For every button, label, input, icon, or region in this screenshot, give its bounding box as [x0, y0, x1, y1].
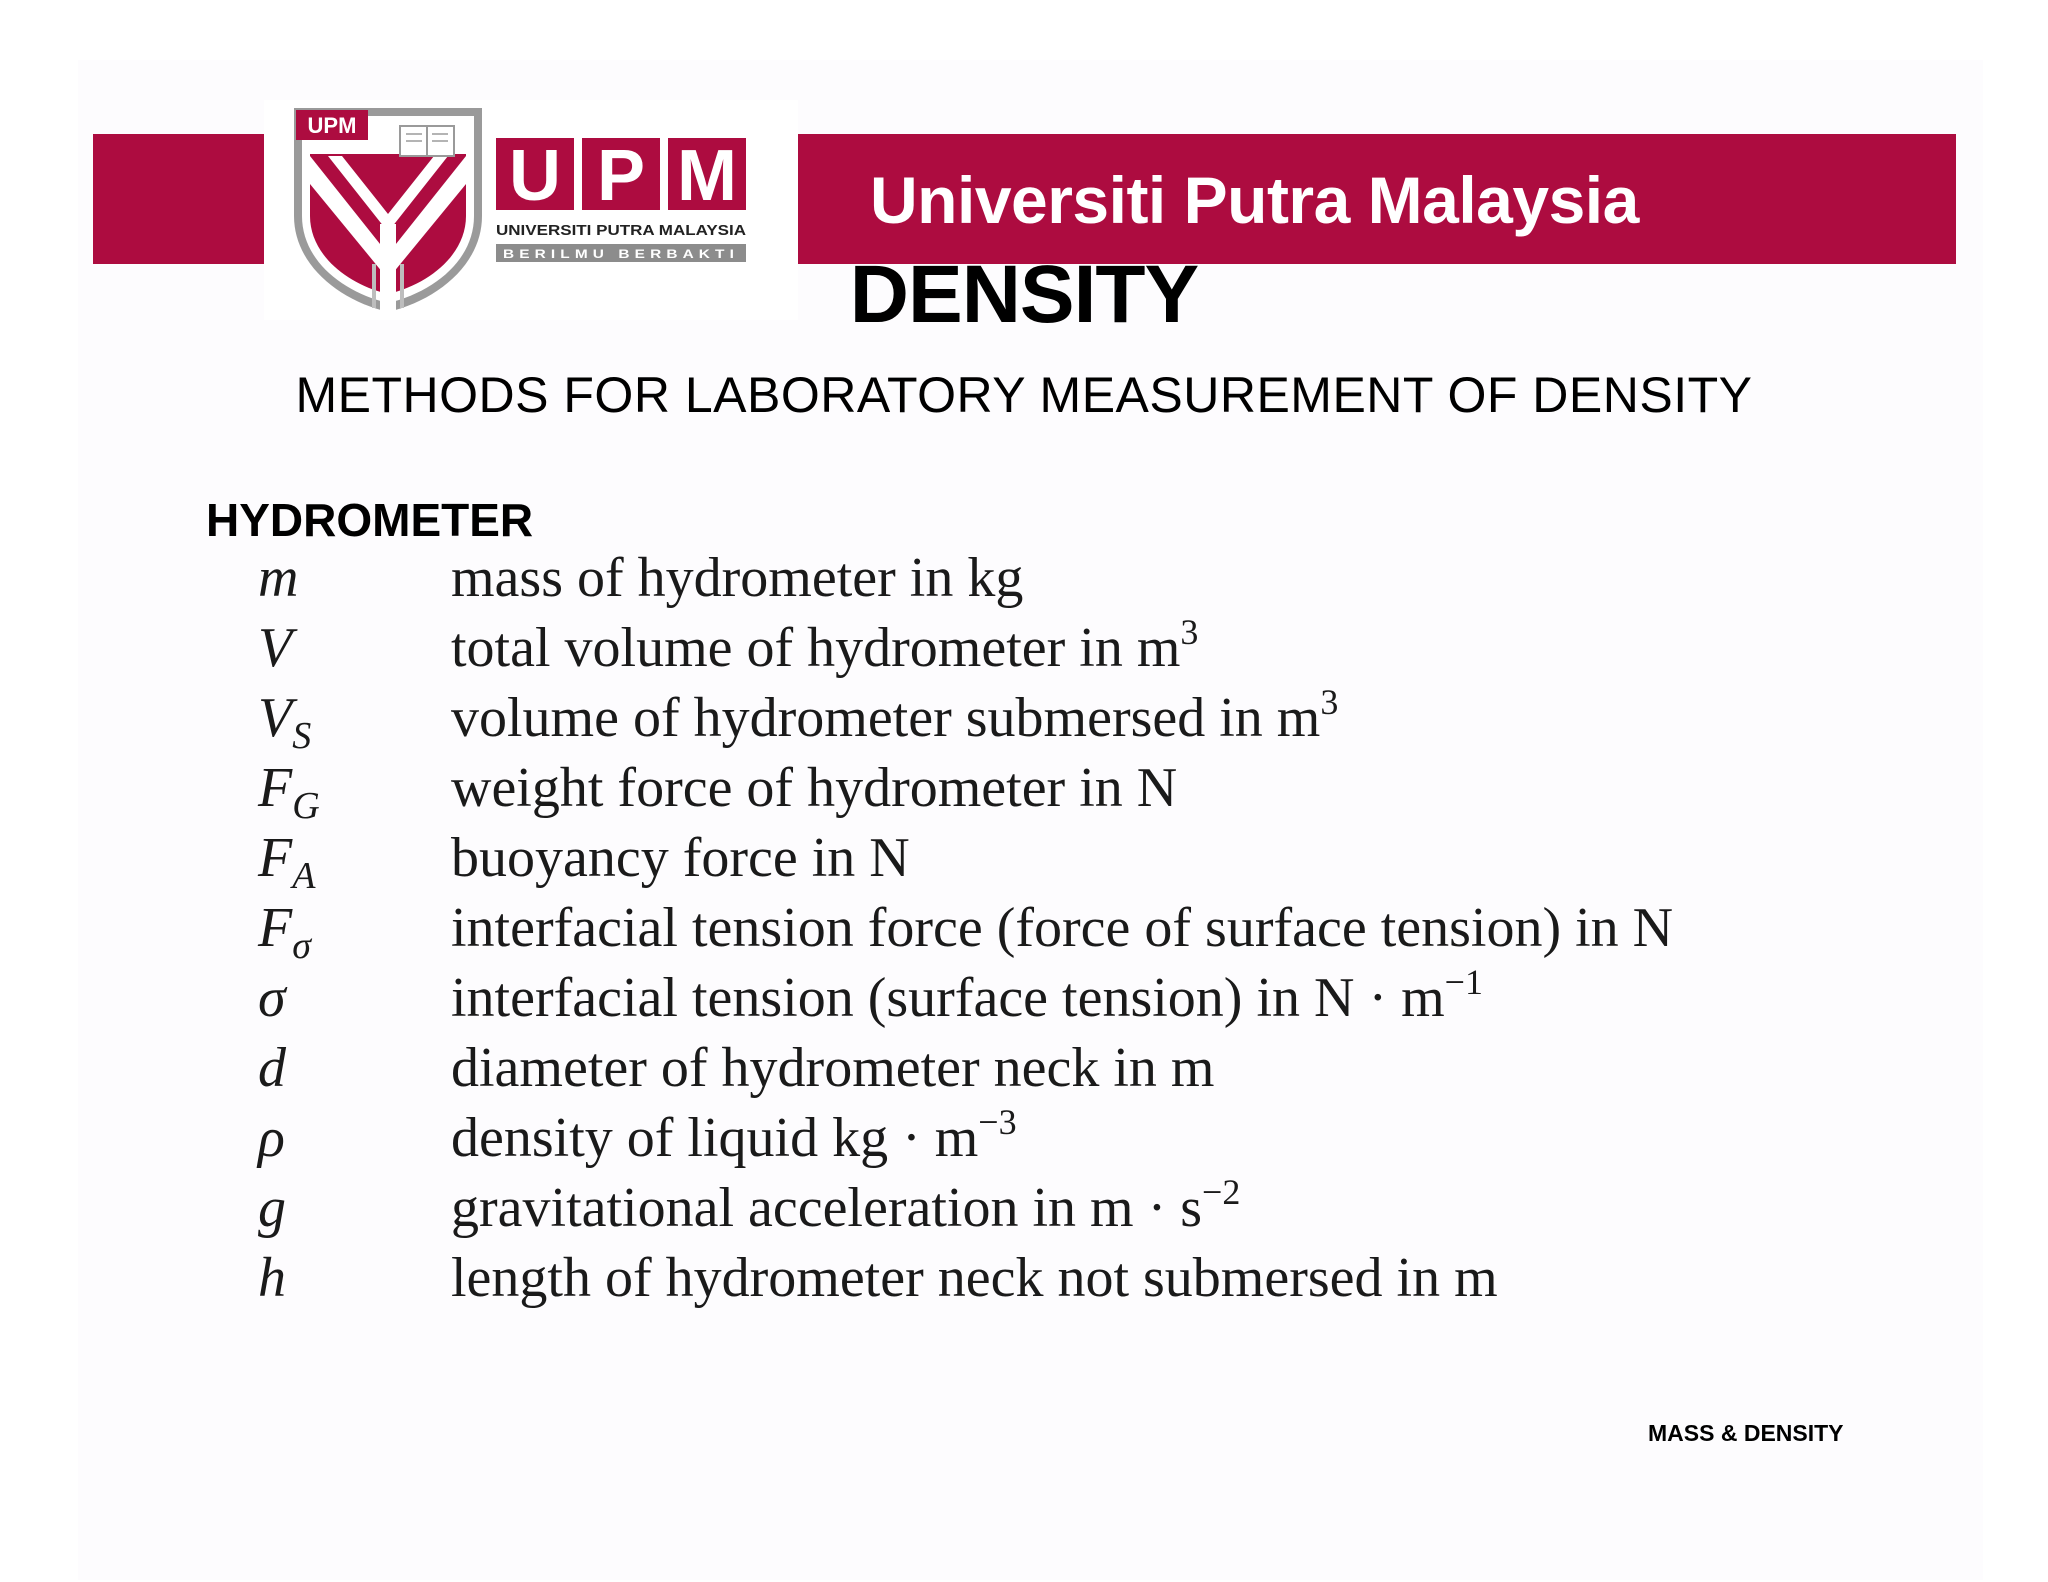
definition-row: [258, 1173, 1898, 1243]
svg-text:UPM: UPM: [307, 113, 357, 138]
definition-description: length of hydrometer neck not submersed in m: [451, 1247, 1498, 1309]
definition-description: density of liquid kg · $m^{-3}$: [451, 1102, 1017, 1169]
definition-symbol: σ: [258, 967, 286, 1029]
definition-description: buoyancy force in N: [451, 827, 910, 889]
definition-description: interfacial tension force (force of surface tension) in N: [451, 897, 1674, 959]
definition-row: [258, 1243, 1898, 1313]
slide-title: DENSITY: [849, 249, 1199, 340]
definition-symbol: g: [258, 1177, 286, 1239]
svg-text:UNIVERSITI PUTRA MALAYSIA: UNIVERSITI PUTRA MALAYSIA: [496, 222, 746, 239]
definition-description: volume of hydrometer submersed in $m^3$: [451, 682, 1339, 749]
definition-row: [258, 753, 1898, 827]
definition-row: [258, 613, 1898, 683]
definition-row: [258, 682, 1898, 757]
definition-symbol: d: [258, 1037, 286, 1099]
definition-row: [258, 1103, 1898, 1173]
svg-text:BERILMU BERBAKTI: BERILMU BERBAKTI: [503, 247, 739, 261]
definition-row: [258, 963, 1898, 1033]
definition-row: [258, 1033, 1898, 1103]
definition-row: [258, 543, 1898, 613]
definition-description: interfacial tension (surface tension) in $N \cdot m^{-1}$: [451, 962, 1483, 1029]
footer-label: MASS & DENSITY: [1648, 1420, 1844, 1446]
definition-symbol: V: [258, 617, 293, 679]
svg-text:U: U: [509, 136, 561, 216]
definition-symbol: ρ: [258, 1107, 285, 1169]
definitions-list: [258, 543, 1898, 1313]
definition-description: mass of hydrometer in kg: [451, 547, 1024, 609]
definition-symbol: m: [258, 547, 299, 609]
definition-symbol: $F_\sigma$: [258, 897, 311, 967]
section-heading: HYDROMETER: [206, 494, 534, 546]
definition-row: [258, 893, 1898, 967]
definition-symbol: h: [258, 1247, 286, 1309]
svg-text:M: M: [677, 136, 737, 216]
definition-row: [258, 823, 1898, 897]
slide-subtitle: METHODS FOR LABORATORY MEASUREMENT OF DENSITY: [295, 367, 1753, 423]
definition-description: weight force of hydrometer in N: [451, 757, 1178, 819]
definition-symbol: $V_S$: [258, 687, 312, 757]
definition-symbol: $F_G$: [258, 757, 320, 827]
definition-symbol: $F_A$: [258, 827, 316, 897]
definition-description: gravitational acceleration in $m \cdot s^{-2}$: [451, 1172, 1241, 1239]
university-name: Universiti Putra Malaysia: [870, 163, 1639, 237]
definition-description: total volume of hydrometer in $m^3$: [451, 612, 1199, 679]
definition-description: diameter of hydrometer neck in m: [451, 1037, 1215, 1099]
svg-text:P: P: [596, 136, 646, 216]
